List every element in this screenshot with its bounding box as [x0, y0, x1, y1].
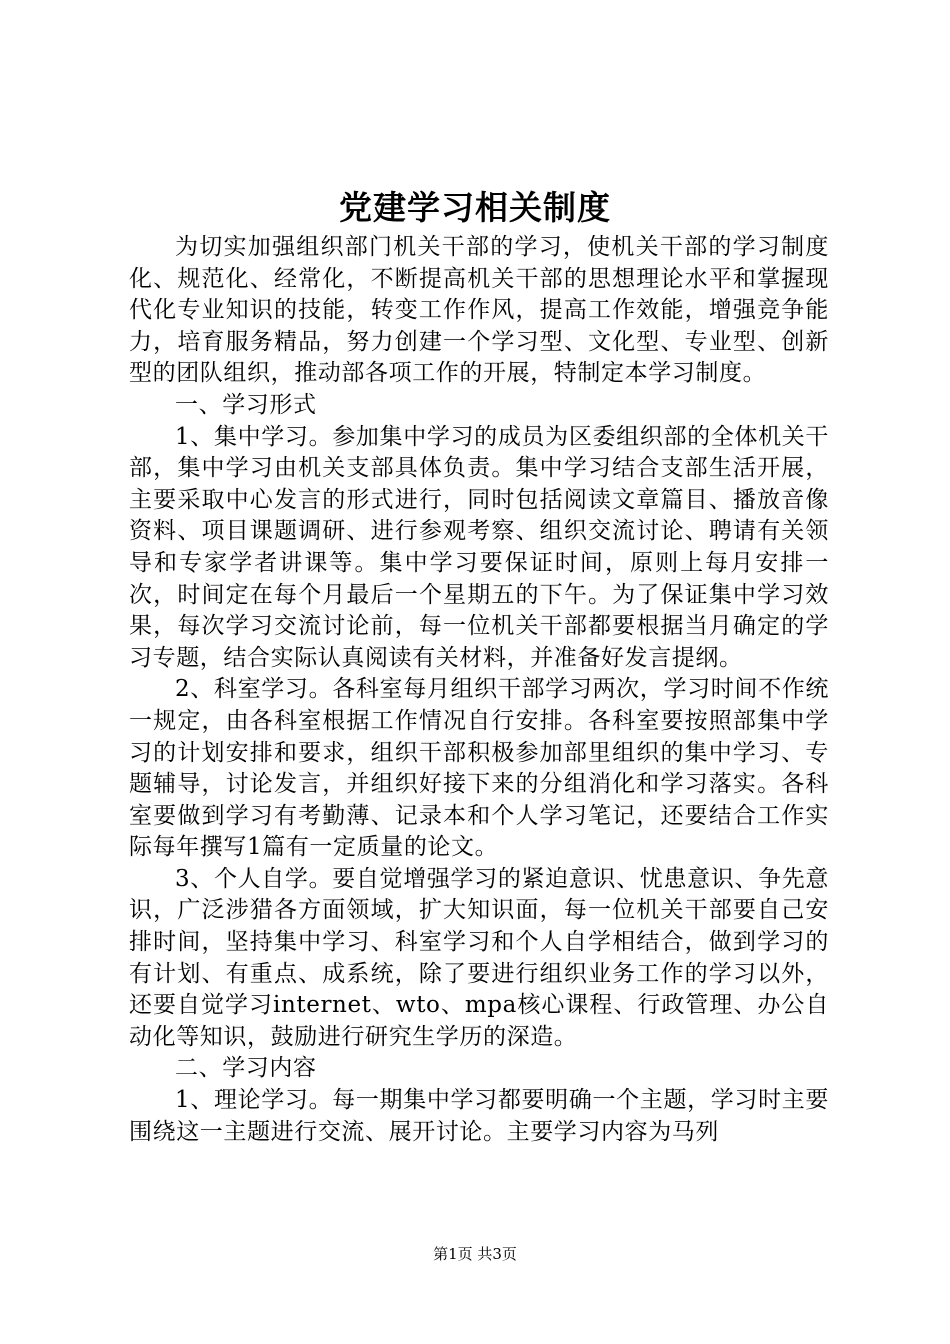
document-title: 党建学习相关制度: [339, 188, 611, 227]
paragraph-centralized-study: 1、集中学习。参加集中学习的成员为区委组织部的全体机关干部，集中学习由机关支部具体负责。集中学习结合支部生活开展，主要采取中心发言的形式进行，同时包括阅读文章篇目、播放音像资料、项目课题调研、进行参观考察、组织交流讨论、聘请有关领导和专家学者讲课等。集中学习要保证时间，原则上每月安排一次，时间定在每个月最后一个星期五的下午。为了保证集中学习效果，每次学习交流讨论前，每一位机关干部都要根据当月确定的学习专题，结合实际认真阅读有关材料，并准备好发言提纲。: [129, 423, 829, 671]
page-footer: 第1页 共3页: [433, 1245, 517, 1263]
paragraph-department-study: 2、科室学习。各科室每月组织干部学习两次，学习时间不作统一规定，由各科室根据工作情况自行安排。各科室要按照部集中学习的计划安排和要求，组织干部积极参加部里组织的集中学习、专题辅导，讨论发言，并组织好接下来的分组消化和学习落实。各科室要做到学习有考勤薄、记录本和个人学习笔记，还要结合工作实际每年撰写1篇有一定质量的论文。: [129, 676, 829, 861]
paragraph-self-study: 3、个人自学。要自觉增强学习的紧迫意识、忧患意识、争先意识，广泛涉猎各方面领域，扩大知识面，每一位机关干部要自己安排时间，坚持集中学习、科室学习和个人自学相结合，做到学习的有计划、有重点、成系统，除了要进行组织业务工作的学习以外，还要自觉学习internet、wto、mpa核心课程、行政管理、办公自动化等知识，鼓励进行研究生学历的深造。: [129, 865, 829, 1050]
document-body: [129, 232, 829, 1148]
section-heading-learning-content: 二、学习内容: [175, 1055, 317, 1082]
section-heading-learning-forms: 一、学习形式: [175, 391, 317, 418]
paragraph-theory-study: 1、理论学习。每一期集中学习都要明确一个主题，学习时主要围绕这一主题进行交流、展开讨论。主要学习内容为马列: [129, 1087, 829, 1145]
intro-paragraph: 为切实加强组织部门机关干部的学习，使机关干部的学习制度化、规范化、经常化，不断提高机关干部的思想理论水平和掌握现代化专业知识的技能，转变工作作风，提高工作效能，增强竞争能力，培育服务精品，努力创建一个学习型、文化型、专业型、创新型的团队组织，推动部各项工作的开展，特制定本学习制度。: [129, 234, 829, 387]
